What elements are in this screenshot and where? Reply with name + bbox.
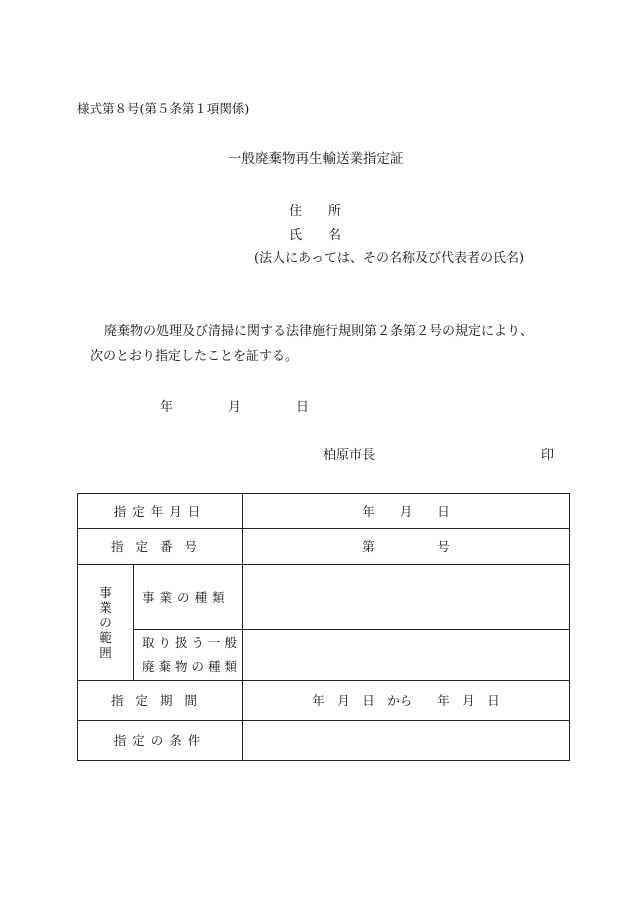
waste-type-label-line-2: 廃棄物の種類	[142, 659, 242, 674]
waste-type-value	[243, 630, 570, 681]
date-day-label: 日	[296, 400, 310, 415]
corporation-note: (法人にあっては、その名称及び代表者の氏名)	[254, 251, 525, 266]
scope-of-business-label: 事業の範囲	[99, 585, 112, 660]
designation-number-label: 指定番号	[78, 529, 243, 565]
issuer-mayor: 柏原市長	[323, 448, 376, 463]
table-row	[78, 529, 570, 565]
waste-type-label-line-1: 取り扱う一般	[142, 635, 242, 650]
designation-period-value: 年 月 日 から 年 月 日	[243, 681, 570, 721]
table-row	[78, 681, 570, 721]
date-month-label: 月	[228, 400, 242, 415]
designation-number-value: 第 号	[243, 529, 570, 565]
table-row	[78, 721, 570, 761]
certificate-table	[77, 493, 570, 761]
designation-conditions-value	[243, 721, 570, 761]
table-row	[78, 494, 570, 529]
designation-date-label: 指定年月日	[78, 494, 243, 529]
table-row	[78, 630, 570, 681]
seal-mark: 印	[541, 448, 555, 463]
body-text-line-1: 廃棄物の処理及び清掃に関する法律施行規則第２条第２号の規定により、	[104, 324, 534, 339]
table-row	[78, 565, 570, 630]
designation-period-label: 指定期間	[78, 681, 243, 721]
waste-type-label-cell	[134, 630, 243, 681]
name-label: 氏 名	[289, 228, 342, 243]
date-year-label: 年	[160, 400, 174, 415]
designation-conditions-label: 指定の条件	[78, 721, 243, 761]
business-type-label: 事業の種類	[134, 565, 243, 630]
form-number-label: 様式第８号(第５条第１項関係)	[77, 101, 250, 116]
designation-date-value: 年 月 日	[243, 494, 570, 529]
address-label: 住 所	[289, 204, 342, 219]
body-text-line-2: 次のとおり指定したことを証する。	[90, 349, 299, 364]
business-type-value	[243, 565, 570, 630]
scope-of-business-cell	[78, 565, 134, 681]
document-title: 一般廃棄物再生輸送業指定証	[228, 151, 404, 167]
